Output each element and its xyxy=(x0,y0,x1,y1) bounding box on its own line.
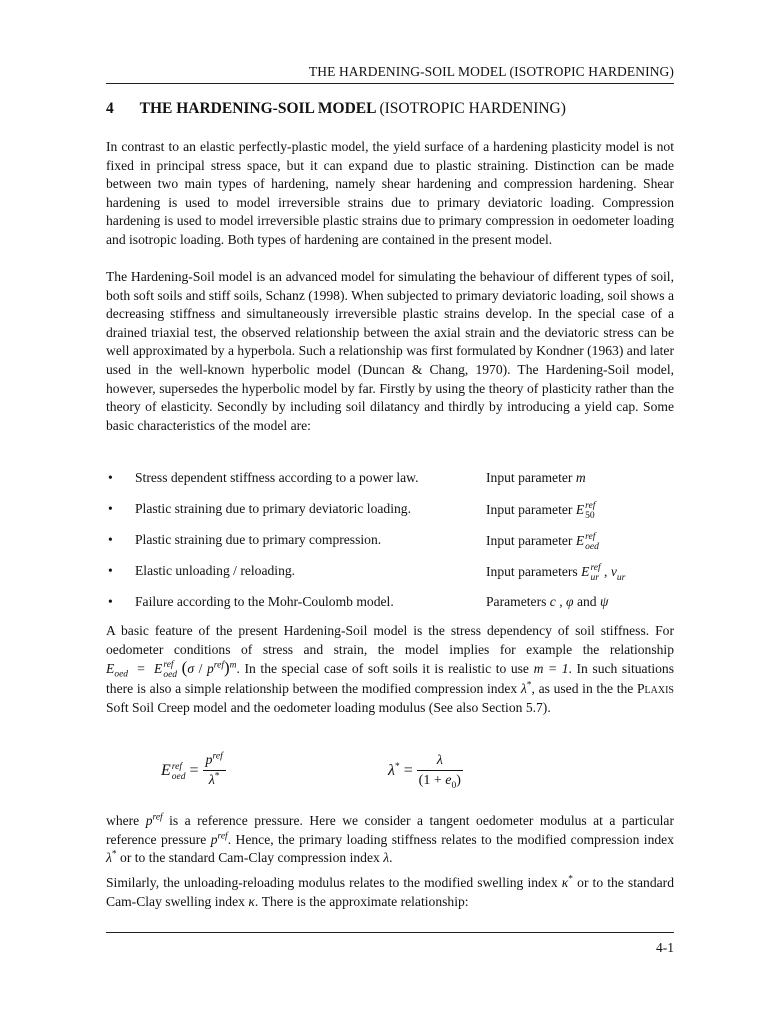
paragraph-stress-dependency: A basic feature of the present Hardening-Soil model is the stress dependency of soil stiffness. For oedometer conditions of stress and strain, the model implies for example the relationship $E_{oed} = E$ ref oed $(\sigma / p^{ref})^m$. In the special case of soft soils it is realistic to use m = 1. In such situations there is also a simple relationship between the modified compression index λ*, as used in the the Plaxis Soft Soil Creep model and the oedometer loading modulus (See also Section 5.7). xyxy=(106,623,675,715)
characteristics-list xyxy=(106,470,674,625)
chapter-title-main: THE HARDENING-SOIL MODEL xyxy=(139,100,376,117)
list-item-text: Plastic straining due to primary deviatoric loading. xyxy=(135,501,411,516)
list-item xyxy=(106,470,674,501)
paragraph-hs-model: The Hardening-Soil model is an advanced model for simulating the behaviour of different types of soil, both soft soils and stiff soils, Schanz (1998). When subjected to primary deviatoric loading, soil shows a decreasing stiffness and simultaneously irreversible plastic strains develop. In the special case of a drained triaxial test, the observed relationship between the axial strain and the deviatoric stress can be well approximated by a hyperbola. Such a relationship was first formulated by Kondner (1963) and later used in the well-known hyperbolic model (Duncan & Chang, 1970). The Hardening-Soil model, however, supersedes the hyperbolic model by far. Firstly by using the theory of plasticity rather than the theory of elasticity. Secondly by including soil dilatancy and thirdly by introducing a yield cap. Some basic characteristics of the model are: xyxy=(106,269,674,433)
chapter-title-paren: (ISOTROPIC HARDENING) xyxy=(379,100,566,117)
list-item-text: Stress dependent stiffness according to a power law. xyxy=(135,470,419,485)
formula-eoed-ref: E ref oed = $\frac{p^{ref}}{\lambda^*}$ xyxy=(161,752,226,791)
bullet-icon: • xyxy=(108,563,113,578)
inline-formula-eoed: $E_{oed} = E$ ref oed $(\sigma / p^{ref})^m$ xyxy=(106,658,237,681)
paragraph-hardening-intro: In contrast to an elastic perfectly-plastic model, the yield surface of a hardening plasticity model is not fixed in principal stress space, but it can expand due to plastic straining. Distinction can be made between two main types of hardening, namely shear hardening and compression hardening. Shear hardening is used to model irreversible strains due to primary deviatoric loading. Compression hardening is used to model irreversible plastic strains due to primary compression in oedometer loading and isotropic loading. Both types of hardening are contained in the present model. xyxy=(106,139,674,247)
bullet-icon: • xyxy=(108,594,113,609)
chapter-number: 4 xyxy=(106,100,114,117)
list-item-param: Input parameter E ref 50 xyxy=(486,501,596,521)
formula-display xyxy=(106,752,674,800)
footer-divider xyxy=(106,932,674,933)
list-item xyxy=(106,594,674,625)
paragraph-reference-pressure: where $p^{ref}$ is a reference pressure. Here we consider a tangent oedometer modulus at a particular reference pressure $p^{ref}$. Hence, the primary loading stiffness relates to the modified compression index λ* or to the standard Cam-Clay compression index λ. xyxy=(106,812,674,866)
formula-lambda-star: λ* = $\frac{\lambda}{(1 + e_0)}$ xyxy=(388,753,461,791)
list-item-text: Failure according to the Mohr-Coulomb model. xyxy=(135,594,394,609)
bullet-icon: • xyxy=(108,470,113,485)
bullet-icon: • xyxy=(108,532,113,547)
chapter-title xyxy=(106,100,674,118)
list-item-param: Input parameter E ref oed xyxy=(486,532,599,552)
list-item xyxy=(106,563,674,594)
list-item-text: Elastic unloading / reloading. xyxy=(135,563,296,578)
list-item-text: Plastic straining due to primary compression. xyxy=(135,532,382,547)
bullet-icon: • xyxy=(108,501,113,516)
paragraph-unloading-reloading: Similarly, the unloading-reloading modulus relates to the modified swelling index κ* or to the standard Cam-Clay swelling index κ. There is the approximate relationship: xyxy=(106,874,674,909)
page-number: 4-1 xyxy=(656,940,674,955)
list-item-param: Input parameters E ref ur , $\nu_{ur}$ xyxy=(486,563,626,583)
running-header: THE HARDENING-SOIL MODEL (ISOTROPIC HARDENING) xyxy=(106,64,674,84)
list-item xyxy=(106,532,674,563)
list-item-param: Parameters c , φ and ψ xyxy=(486,594,609,609)
list-item xyxy=(106,501,674,532)
list-item-param: Input parameter m xyxy=(486,470,586,485)
